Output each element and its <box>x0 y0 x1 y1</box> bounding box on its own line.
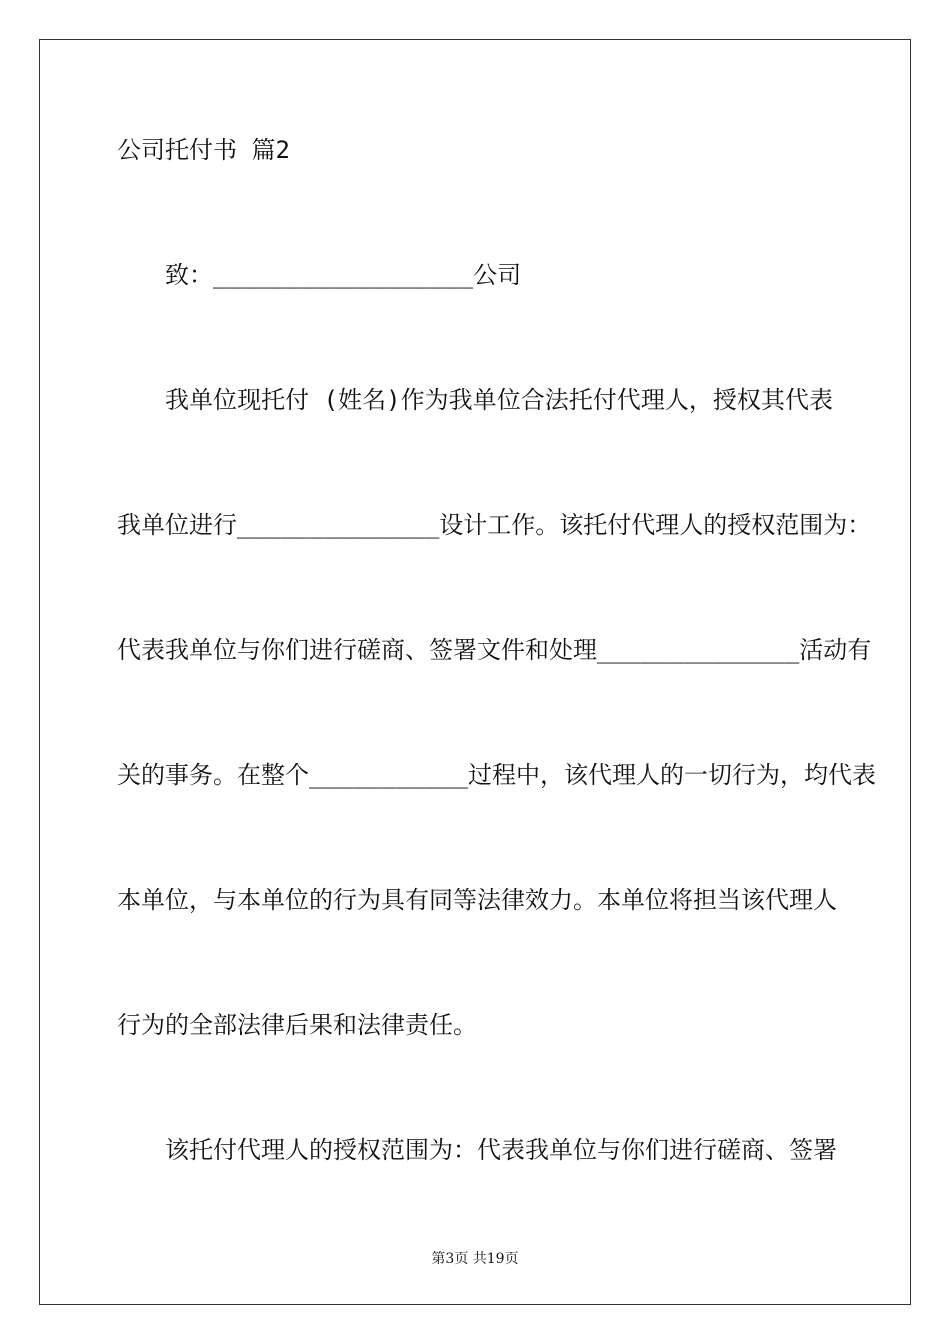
document-heading: 公司托付书 篇2 <box>117 136 290 164</box>
paragraph-line: 行为的全部法律后果和法律责任。 <box>117 1011 477 1039</box>
page-border <box>39 39 911 1305</box>
paragraph-line: 代表我单位与你们进行磋商、签署文件和处理______________活动有 <box>117 636 872 664</box>
addressee-line: 致：__________________公司 <box>165 261 522 289</box>
paragraph-line: 我单位进行______________设计工作。该托付代理人的授权范围为： <box>117 511 872 539</box>
paragraph-line: 我单位现托付 (姓名)作为我单位合法托付代理人，授权其代表 <box>165 386 833 414</box>
paragraph-line: 本单位，与本单位的行为具有同等法律效力。本单位将担当该代理人 <box>117 886 837 914</box>
paragraph-line: 该托付代理人的授权范围为：代表我单位与你们进行磋商、签署 <box>165 1136 837 1164</box>
paragraph-line: 关的事务。在整个___________过程中，该代理人的一切行为，均代表 <box>117 761 876 789</box>
page-footer: 第3页 共19页 <box>431 1251 519 1267</box>
